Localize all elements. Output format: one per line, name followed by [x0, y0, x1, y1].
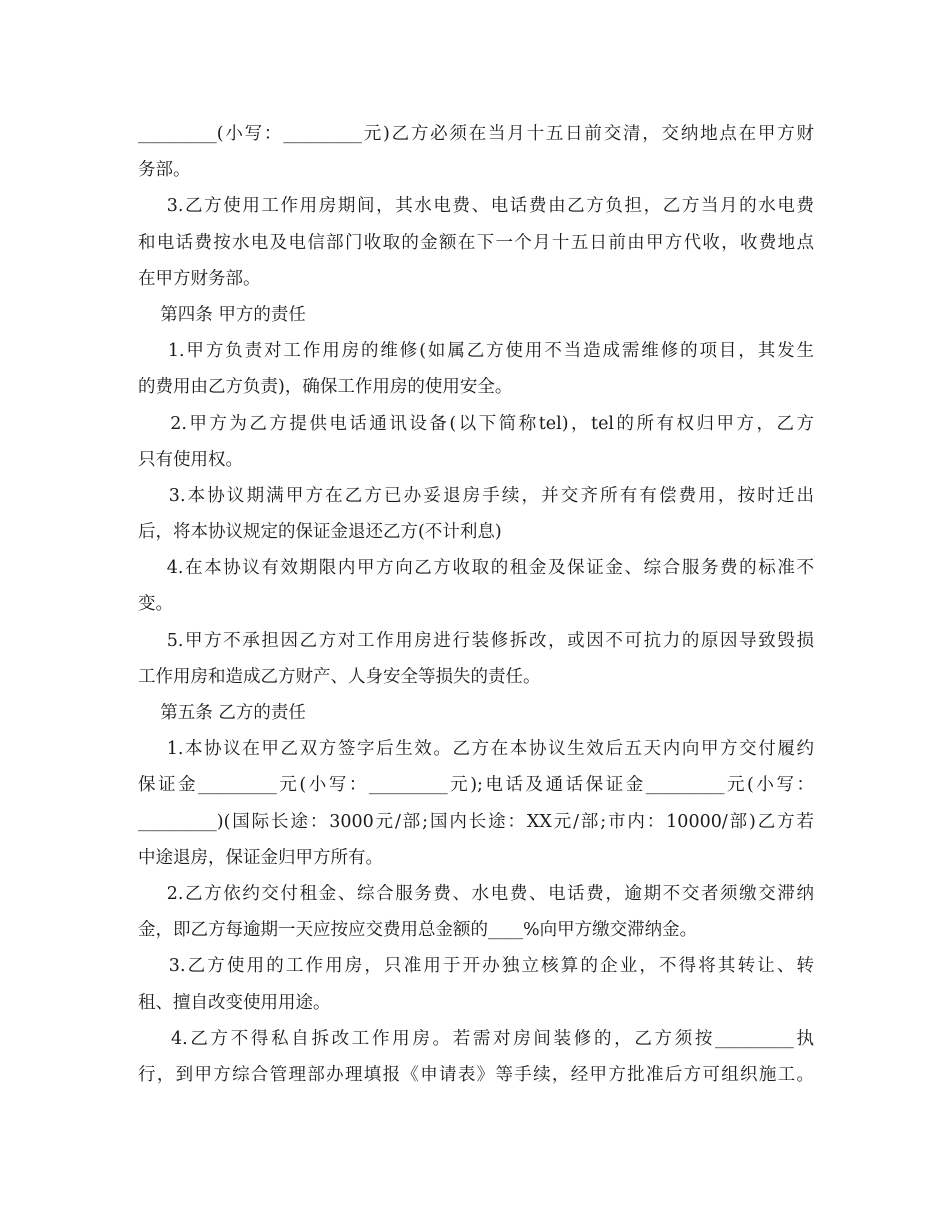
- document-line: 后，将本协议规定的保证金退还乙方(不计利息): [138, 522, 502, 543]
- document-line: 3.本协议期满甲方在乙方已办妥退房手续，并交齐所有有偿费用，按时迁出: [138, 485, 814, 506]
- document-line: 租、擅自改变使用用途。: [138, 992, 331, 1013]
- document-line: 4.乙方不得私自拆改工作用房。若需对房间装修的，乙方须按_________执: [138, 1028, 814, 1049]
- document-line: _________(小写：_________元)乙方必须在当月十五日前交清，交纳地点在甲方财: [138, 124, 814, 144]
- document-line: 中途退房，保证金归甲方所有。: [138, 847, 383, 868]
- document-line: 5.甲方不承担因乙方对工作用房进行装修拆改，或因不可抗力的原因导致毁损: [138, 630, 814, 651]
- document-body: [138, 116, 814, 1093]
- document-line: 在甲方财务部。: [138, 268, 261, 289]
- document-line: 4.在本协议有效期限内甲方向乙方收取的租金及保证金、综合服务费的标准不: [138, 558, 814, 579]
- document-line: 3.乙方使用工作用房期间，其水电费、电话费由乙方负担，乙方当月的水电费: [138, 196, 814, 217]
- document-line: 务部。: [138, 160, 191, 181]
- document-line: 1.甲方负责对工作用房的维修(如属乙方使用不当造成需维修的项目，其发生: [138, 341, 814, 362]
- document-line: 的费用由乙方负责)，确保工作用房的使用安全。: [138, 377, 513, 398]
- document-line: 第五条 乙方的责任: [138, 703, 306, 723]
- document-line: 金，即乙方每逾期一天应按应交费用总金额的____%向甲方缴交滞纳金。: [138, 920, 698, 941]
- document-line: 2.乙方依约交付租金、综合服务费、水电费、电话费，逾期不交者须缴交滞纳: [138, 883, 814, 904]
- document-line: 保证金_________元(小写：_________元);电话及通话保证金_________元(小写：: [138, 775, 814, 796]
- document-line: _________)(国际长途：3000元/部;国内长途：XX元/部;市内：10000/部)乙方若: [138, 811, 814, 832]
- document-line: 工作用房和造成乙方财产、人身安全等损失的责任。: [138, 666, 541, 687]
- document-line: 只有使用权。: [138, 449, 243, 470]
- document-line: 1.本协议在甲乙双方签字后生效。乙方在本协议生效后五天内向甲方交付履约: [138, 739, 814, 760]
- document-line: 2.甲方为乙方提供电话通讯设备(以下简称tel)，tel的所有权归甲方，乙方: [138, 413, 814, 434]
- document-line: 变。: [138, 594, 173, 615]
- document-line: 第四条 甲方的责任: [138, 304, 306, 325]
- document-line: 行，到甲方综合管理部办理填报《申请表》等手续，经甲方批准后方可组织施工。: [138, 1064, 814, 1085]
- document-line: 和电话费按水电及电信部门收取的金额在下一个月十五日前由甲方代收，收费地点: [138, 232, 814, 253]
- document-line: 3.乙方使用的工作用房，只准用于开办独立核算的企业，不得将其转让、转: [138, 956, 814, 977]
